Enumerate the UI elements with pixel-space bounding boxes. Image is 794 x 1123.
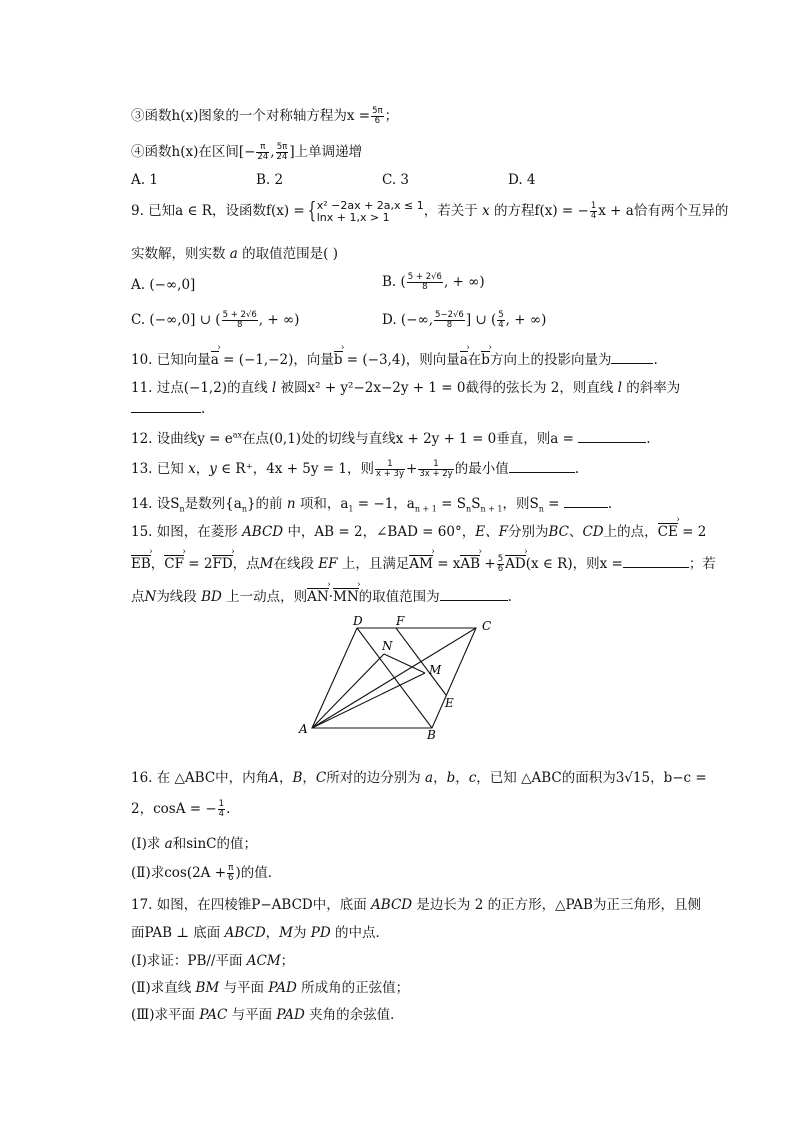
q15-vec-an: AN › bbox=[307, 589, 329, 605]
q17-pac: PAC bbox=[199, 1007, 228, 1023]
q16-l2b: . bbox=[226, 801, 231, 817]
label-b: B bbox=[427, 728, 436, 742]
q15-line3 bbox=[131, 585, 512, 605]
label-a: A bbox=[299, 722, 308, 736]
label-c: C bbox=[482, 619, 492, 633]
q16-part2 bbox=[131, 861, 281, 883]
q17-acm: ACM bbox=[246, 953, 281, 969]
q15-abcd: ABCD bbox=[242, 524, 284, 540]
q17-abcd: ABCD bbox=[371, 897, 413, 913]
q11-text3: 的斜率为 bbox=[626, 380, 681, 396]
q10-c: = (−1,−2)，向量 bbox=[218, 352, 334, 368]
q15-answer-blank-1[interactable] bbox=[623, 557, 689, 568]
frac-den: 8 bbox=[236, 320, 243, 330]
q9-optB-frac bbox=[407, 273, 443, 292]
q16-sep1: ， bbox=[278, 770, 293, 786]
q9-option-b bbox=[382, 273, 485, 292]
q8-item3-end: ； bbox=[384, 108, 399, 124]
q15-l2j: ；若 bbox=[688, 556, 716, 572]
q14-sub6: n + 1 bbox=[480, 504, 503, 514]
q13-answer-blank[interactable] bbox=[509, 462, 575, 473]
q17-pad2: PAD bbox=[276, 1007, 305, 1023]
q16-B: B bbox=[292, 770, 303, 786]
q14-sub3: 1 bbox=[348, 504, 354, 514]
q9-optD-post: , + ∞) bbox=[505, 312, 547, 328]
label-d: D bbox=[353, 614, 363, 628]
q15-l1b: 中，AB = 2，∠BAD = 60°， bbox=[287, 524, 476, 540]
frac-den: 6 bbox=[228, 873, 234, 883]
q14-text8: ，则S bbox=[502, 496, 539, 512]
q11-answer-blank[interactable] bbox=[131, 402, 201, 413]
q15-l2f: 上，且满足 bbox=[341, 556, 410, 572]
frac-num: 1 bbox=[375, 460, 405, 470]
q15-n: N bbox=[144, 589, 157, 605]
q15-bd: BD bbox=[201, 589, 222, 605]
frac-num: 5 + 2√6 bbox=[407, 272, 442, 282]
q13-text3: ∈ R⁺，4x + 5y = 1，则 bbox=[221, 461, 374, 477]
q10-vec-b2: b › bbox=[481, 352, 490, 368]
q11-line2 bbox=[131, 401, 205, 417]
q9-piecewise bbox=[317, 200, 424, 224]
q13-text2: ， bbox=[195, 461, 210, 477]
q13-text: 13. 已知 bbox=[131, 461, 184, 477]
q16-line2 bbox=[131, 797, 230, 819]
q13-end: . bbox=[574, 461, 580, 477]
frac-num: 1 bbox=[218, 799, 225, 809]
q15-ef: E、F bbox=[475, 524, 508, 540]
q17-l1b: 是边长为 2 的正方形，△PAB为正三角形，且侧 bbox=[416, 897, 701, 913]
q12-end: . bbox=[646, 431, 651, 447]
q9-optD-pre: D. (−∞, bbox=[382, 312, 434, 328]
q14-text3: }的前 bbox=[246, 496, 283, 512]
q9-optC-post: , + ∞) bbox=[258, 312, 300, 328]
q13-x: x bbox=[188, 461, 196, 477]
q17-line1 bbox=[131, 893, 701, 913]
q17-p2c: 所成角的正弦值； bbox=[301, 980, 410, 996]
q15-l2c: = 2 bbox=[183, 556, 213, 572]
q9-frac bbox=[590, 202, 597, 221]
q16-l2a: 2，cosA = − bbox=[131, 801, 217, 817]
q14-sub7: n bbox=[538, 504, 544, 514]
q9-mid3: x + a恰有两个互异的 bbox=[598, 203, 729, 219]
q16-line1 bbox=[131, 766, 707, 786]
q15-end: . bbox=[507, 589, 512, 605]
frac-den: 4 bbox=[498, 320, 504, 330]
q14 bbox=[131, 492, 612, 514]
q16-p1b: 和sinC的值； bbox=[172, 836, 258, 852]
q15-l1a: 15. 如图，在菱形 bbox=[131, 524, 238, 540]
q15-vec-ad: AD › bbox=[505, 556, 526, 572]
q8-item4-end: ]上单调递增 bbox=[289, 144, 363, 160]
q17-bm: BM bbox=[195, 980, 220, 996]
q16-sep3: ， bbox=[433, 770, 447, 786]
q13-text4: 的最小值 bbox=[454, 461, 509, 477]
q16-p2-frac bbox=[227, 864, 234, 883]
q15-dot: · bbox=[328, 589, 334, 605]
q14-text9: = bbox=[543, 496, 560, 512]
frac-den: 6 bbox=[374, 116, 381, 126]
q9-optD-frac bbox=[434, 311, 465, 330]
q15-vec-cf: CF › bbox=[164, 556, 184, 572]
frac-num: 5π bbox=[372, 106, 383, 116]
q15-l1e: 上的点， bbox=[603, 524, 658, 540]
q9-optC-pre: C. (−∞,0] ∪ ( bbox=[131, 312, 221, 328]
q15-vec-fd: FD › bbox=[212, 556, 232, 572]
q15-frac bbox=[497, 555, 504, 574]
q13-y: y bbox=[209, 461, 217, 477]
segment-nm bbox=[384, 654, 425, 673]
q8-option-a: A. 1 bbox=[131, 172, 158, 188]
q15-l1d: 、 bbox=[568, 524, 583, 540]
q16-l1b: 所对的边分别为 bbox=[326, 770, 421, 786]
q16-a: a bbox=[425, 770, 434, 786]
frac-num: 5 bbox=[498, 310, 504, 320]
q9-piece1: x² −2ax + 2a,x ≤ 1 bbox=[316, 198, 424, 212]
q12-sup: ax bbox=[232, 430, 243, 440]
frac-den: 3x + 2y bbox=[419, 469, 453, 479]
q16-p1a: (Ⅰ)求 bbox=[131, 836, 161, 852]
q14-text6: = S bbox=[436, 496, 467, 512]
q13-plus: + bbox=[406, 461, 418, 477]
q17-l1a: 17. 如图，在四棱锥P−ABCD中，底面 bbox=[131, 897, 367, 913]
q10-e: = (−3,4)，则向量 bbox=[342, 352, 460, 368]
q11-end: . bbox=[201, 401, 206, 417]
q15-cd: CD bbox=[582, 524, 604, 540]
q17-part3 bbox=[131, 1003, 404, 1023]
q14-text5: = −1，a bbox=[353, 496, 415, 512]
q15-l2b: ， bbox=[150, 556, 165, 572]
label-m: M bbox=[429, 663, 442, 677]
q15-line1 bbox=[131, 520, 706, 540]
q9-mid: ，若关于 bbox=[423, 203, 478, 219]
q17-p1a: (Ⅰ)求证：PB//平面 bbox=[131, 953, 243, 969]
frac-den: 4 bbox=[590, 211, 597, 221]
q14-text7: S bbox=[471, 496, 481, 512]
frac-num: 5π bbox=[276, 142, 288, 152]
q15-vec-eb: EB › bbox=[131, 556, 151, 572]
segment-am bbox=[312, 673, 425, 728]
frac-num: π bbox=[256, 143, 269, 153]
q16-c: c bbox=[468, 770, 477, 786]
frac-num: π bbox=[228, 863, 234, 873]
q16-A: A bbox=[269, 770, 279, 786]
q8-item3 bbox=[131, 104, 398, 126]
q14-sub1: n bbox=[179, 504, 185, 514]
q17-pd: PD bbox=[310, 925, 331, 941]
frac-num: 1 bbox=[590, 201, 597, 211]
q16-C: C bbox=[315, 770, 327, 786]
q9-prefix: 9. 已知a ∈ R，设函数f(x) = bbox=[131, 203, 305, 219]
q15-efseg: EF bbox=[318, 556, 338, 572]
q9-option-d bbox=[382, 311, 546, 330]
q9-optB-pre: B. ( bbox=[382, 274, 406, 290]
q8-option-b: B. 2 bbox=[256, 172, 284, 188]
q10 bbox=[131, 348, 658, 368]
q16-part1 bbox=[131, 832, 257, 852]
q9-optD-mid: ] ∪ ( bbox=[465, 312, 497, 328]
q15-l3b: 为线段 bbox=[156, 589, 197, 605]
q12-answer-blank[interactable] bbox=[578, 432, 646, 443]
q14-answer-blank[interactable] bbox=[564, 497, 608, 508]
q10-i: 方向上的投影向量为 bbox=[489, 352, 612, 368]
q15-l3a: 点 bbox=[131, 589, 145, 605]
q13-frac1 bbox=[375, 460, 405, 479]
q14-n: n bbox=[286, 496, 296, 512]
q11-line-l2: l bbox=[617, 380, 622, 396]
q13-frac2 bbox=[418, 460, 453, 479]
q17-l2c: 为 bbox=[293, 925, 307, 941]
q15-l2i: (x ∈ R)，则x = bbox=[525, 556, 623, 572]
q10-vec-a2: a › bbox=[460, 352, 468, 368]
q14-sub5: n bbox=[466, 504, 472, 514]
q9-optD-frac2 bbox=[497, 311, 504, 330]
q17-p3c: 夹角的余弦值． bbox=[309, 1007, 404, 1023]
q16-sep4: ， bbox=[455, 770, 469, 786]
q11 bbox=[131, 376, 680, 396]
q9-optB-post: , + ∞) bbox=[443, 274, 485, 290]
label-n: N bbox=[382, 639, 393, 653]
q16-p2b: )的值． bbox=[235, 865, 282, 881]
q17-abcd2: ABCD bbox=[224, 925, 266, 941]
frac-den: 24 bbox=[257, 152, 269, 162]
label-e: E bbox=[445, 696, 454, 710]
q16-sep2: ， bbox=[302, 770, 316, 786]
q14-text4: 项和，a bbox=[299, 496, 349, 512]
q17-line2 bbox=[131, 921, 389, 941]
q15-l1f: = 2 bbox=[677, 524, 707, 540]
q14-end: . bbox=[607, 496, 613, 512]
q15-bc: BC bbox=[548, 524, 569, 540]
q15-l3c: 上一动点，则 bbox=[226, 589, 308, 605]
q15-l1c: 分别为 bbox=[507, 524, 549, 540]
q8-option-d: D. 4 bbox=[508, 172, 536, 188]
q9-brace: { bbox=[307, 198, 316, 224]
q15-vec-ab: AB › bbox=[460, 556, 480, 572]
frac-num: 5−2√6 bbox=[435, 310, 464, 320]
q14-text: 14. 设S bbox=[131, 496, 180, 512]
label-f: F bbox=[396, 614, 405, 628]
q11-text: 11. 过点(−1,2)的直线 bbox=[131, 380, 268, 396]
q15-vec-am: AM › bbox=[409, 556, 433, 572]
q9-line2-text: 实数解，则实数 bbox=[131, 246, 226, 262]
q10-g: 在 bbox=[467, 352, 482, 368]
frac-den: 8 bbox=[446, 320, 453, 330]
q9-option-a: A. (−∞,0] bbox=[131, 277, 196, 293]
frac-num: 1 bbox=[418, 460, 453, 470]
q11-text2: 被圆x² + y²−2x−2y + 1 = 0截得的弦长为 2，则直线 bbox=[280, 380, 614, 396]
q9-var-a: a bbox=[229, 246, 238, 262]
q14-sub4: n + 1 bbox=[414, 504, 437, 514]
q12-text: 12. 设曲线y = e bbox=[131, 431, 233, 447]
rhombus-figure bbox=[290, 612, 510, 742]
q14-sub2: n bbox=[241, 504, 247, 514]
q16-l1a: 16. 在 △ABC中，内角 bbox=[131, 770, 270, 786]
diagonal-bd bbox=[357, 628, 432, 728]
q16-p1-a: a bbox=[164, 836, 173, 852]
q9-var-x: x bbox=[482, 203, 490, 219]
q8-item4: ④函数h(x)在区间[− $\frac{\pi}{24}$ , $\frac{5\pi}{24}$ ]上单调递增 bbox=[131, 142, 363, 162]
q9-mid2: 的方程f(x) = − bbox=[493, 203, 589, 219]
q10-answer-blank[interactable] bbox=[611, 353, 653, 364]
frac-den: 8 bbox=[422, 282, 428, 292]
q17-p2a: (Ⅱ)求直线 bbox=[131, 980, 192, 996]
q8-option-c: C. 3 bbox=[382, 172, 410, 188]
q15-line2 bbox=[131, 552, 716, 574]
q9-line2-end: 的取值范围是( ) bbox=[242, 246, 338, 262]
q10-vec-b: b › bbox=[334, 352, 343, 368]
frac-den: x + 3y bbox=[376, 469, 404, 479]
q16-p2a: (Ⅱ)求cos(2A + bbox=[131, 865, 227, 881]
q17-m: M bbox=[279, 925, 293, 941]
q8-item4-frac1 bbox=[256, 143, 269, 162]
q9-piece2: lnx + 1,x > 1 bbox=[316, 210, 390, 224]
q10-end: . bbox=[653, 352, 658, 368]
q11-line-l: l bbox=[271, 380, 277, 396]
q9-optC-frac bbox=[222, 311, 258, 330]
q15-l2g: = x bbox=[432, 556, 461, 572]
q12 bbox=[131, 427, 651, 447]
frac-num: 5 + 2√6 bbox=[222, 310, 257, 320]
q17-part2 bbox=[131, 976, 409, 996]
q15-m: M bbox=[259, 556, 274, 572]
q15-l2d: ，点 bbox=[232, 556, 260, 572]
q17-l2b: ， bbox=[265, 925, 280, 941]
q12-text2: 在点(0,1)处的切线与直线x + 2y + 1 = 0垂直，则a = bbox=[242, 431, 574, 447]
q15-l2h: + bbox=[480, 556, 496, 572]
q10-vec-a: a › bbox=[211, 352, 219, 368]
q17-pad: PAD bbox=[268, 980, 297, 996]
q15-l2e: 在线段 bbox=[273, 556, 314, 572]
q9-line2 bbox=[131, 242, 338, 262]
q10-a: 10. 已知向量 bbox=[131, 352, 211, 368]
q8-item4-text: ④函数h(x)在区间[− bbox=[131, 144, 256, 160]
q17-part1 bbox=[131, 949, 294, 969]
q16-frac bbox=[218, 800, 225, 819]
q8-item4-frac2 bbox=[276, 143, 289, 162]
q13 bbox=[131, 457, 579, 479]
q16-l1c: ，已知 △ABC的面积为3√15，b−c = bbox=[476, 770, 707, 786]
q9-stem bbox=[131, 199, 728, 224]
q16-b: b bbox=[446, 770, 456, 786]
q14-text2: 是数列{a bbox=[184, 496, 242, 512]
q15-answer-blank-2[interactable] bbox=[440, 590, 508, 601]
q15-vec-mn: MN › bbox=[333, 589, 359, 605]
frac-den: 4 bbox=[218, 809, 225, 819]
q17-l2a: 面PAB ⊥ 底面 bbox=[131, 925, 221, 941]
q8-item3-text: ③函数h(x)图象的一个对称轴方程为x = bbox=[131, 108, 371, 124]
q17-l2d: 的中点． bbox=[335, 925, 390, 941]
q17-p3b: 与平面 bbox=[231, 1007, 273, 1023]
q9-option-c bbox=[131, 311, 299, 330]
q8-item3-frac bbox=[371, 107, 384, 126]
q17-p2b: 与平面 bbox=[223, 980, 265, 996]
q15-vec-ce: CE › bbox=[658, 524, 678, 540]
q15-l3d: 的取值范围为 bbox=[358, 589, 440, 605]
frac-num: 5 bbox=[497, 554, 504, 564]
segment-fe bbox=[396, 628, 446, 695]
q17-p3a: (Ⅲ)求平面 bbox=[131, 1007, 196, 1023]
frac-den: 24 bbox=[276, 152, 288, 162]
q17-p1b: ； bbox=[280, 953, 295, 969]
frac-den: 6 bbox=[497, 564, 504, 574]
